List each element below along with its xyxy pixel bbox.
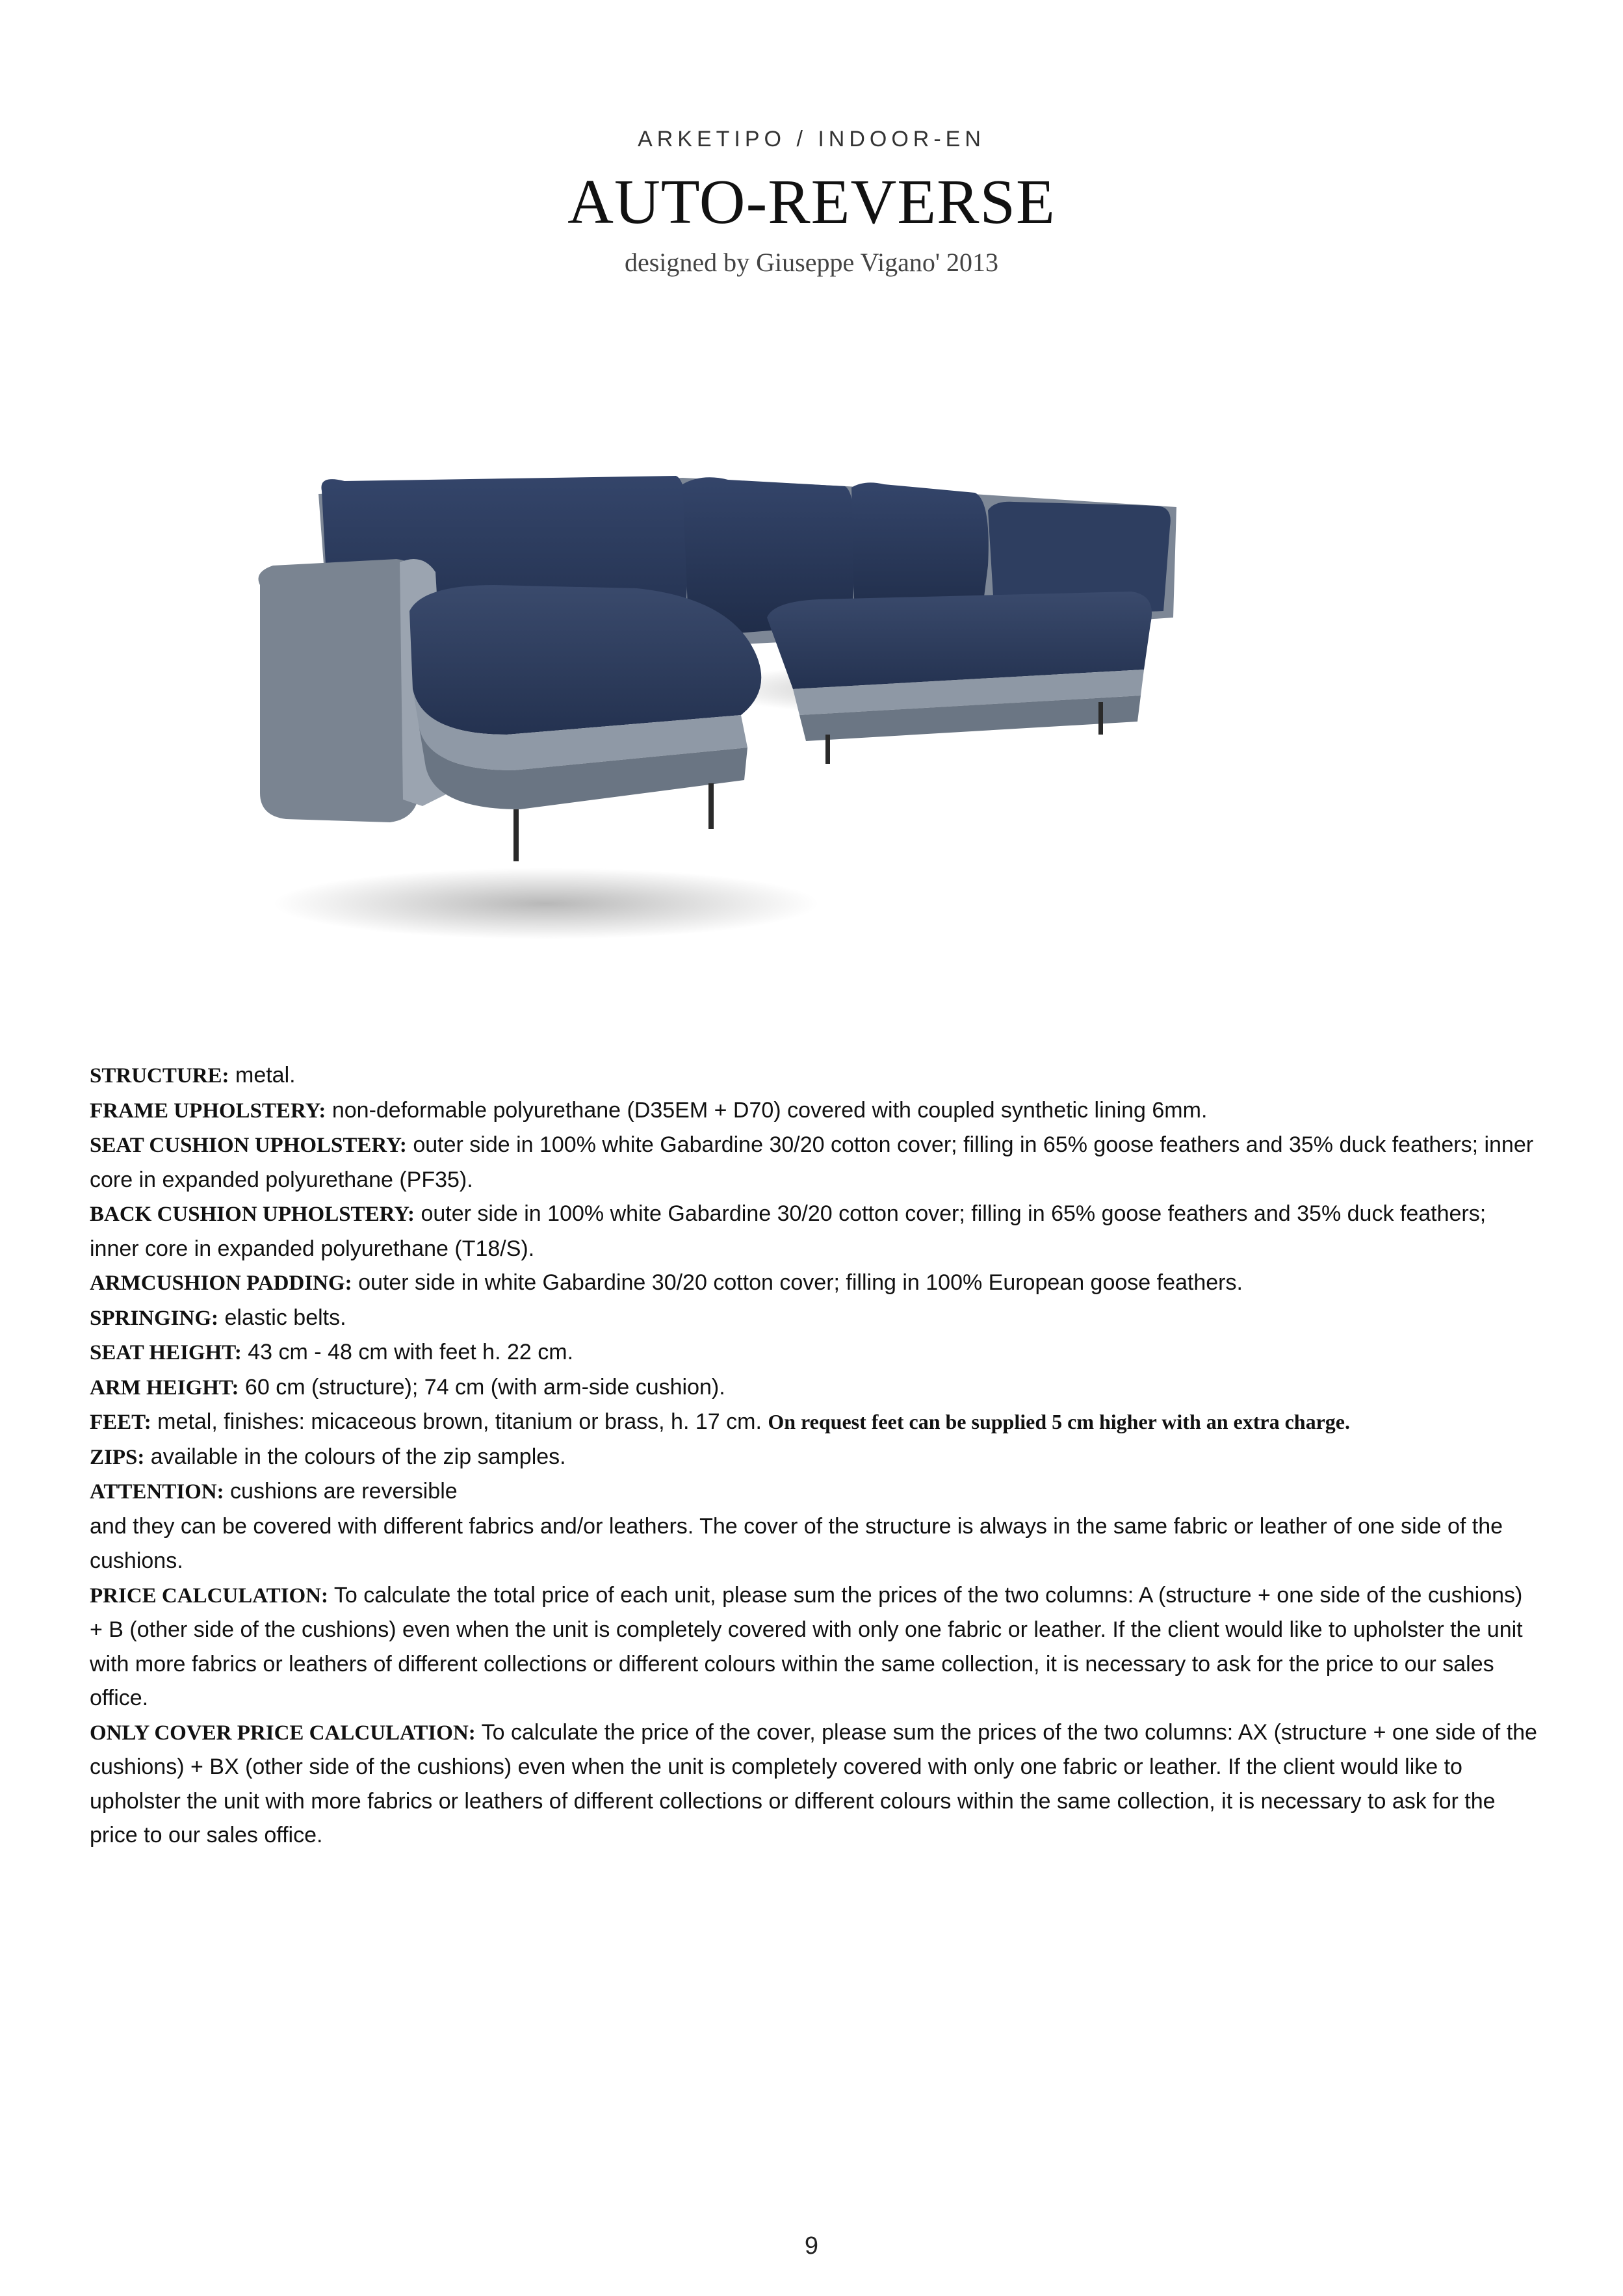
- spec-arm-height: [90, 1370, 1539, 1405]
- spec-value: metal.: [229, 1063, 296, 1088]
- spec-value: and they can be covered with different fabrics and/or leathers. The cover of the structure is always in the same fabric or leather of one side of the cushions.: [90, 1513, 1503, 1573]
- spec-feet-note: On request feet can be supplied 5 cm higher with an extra charge.: [768, 1410, 1350, 1433]
- spec-feet: [90, 1405, 1539, 1440]
- spec-key: SEAT HEIGHT:: [90, 1341, 242, 1364]
- spec-zips: [90, 1440, 1539, 1475]
- spec-key: ZIPS:: [90, 1445, 145, 1469]
- spec-only-cover-price-calculation: [90, 1715, 1539, 1853]
- spec-value: non-deformable polyurethane (D35EM + D70) covered with coupled synthetic lining 6mm.: [326, 1097, 1208, 1123]
- spec-seat-cushion-upholstery: [90, 1128, 1539, 1197]
- spec-value: 43 cm - 48 cm with feet h. 22 cm.: [241, 1340, 574, 1364]
- spec-value: cushions are reversible: [224, 1479, 458, 1504]
- spec-value: To calculate the price of the cover, please sum the prices of the two columns: AX (structure + one side of the cushions) + BX (other side of the cushions) even when the unit is completely covered with only one fabric or leather. If the client would like to upholster the unit with more fabrics or leathers of different collections or different colours within the same collection, it is necessary to ask for the price to our sales office.: [90, 1719, 1537, 1847]
- spec-key: ATTENTION:: [90, 1480, 224, 1504]
- spec-attention-continued: [90, 1509, 1539, 1578]
- spec-back-cushion-upholstery: [90, 1197, 1539, 1266]
- spec-value: metal, finishes: micaceous brown, titanium or brass, h. 17 cm.: [151, 1409, 768, 1434]
- spec-price-calculation: [90, 1578, 1539, 1715]
- specifications-block: [90, 1058, 1539, 1853]
- spec-key: ONLY COVER PRICE CALCULATION:: [90, 1721, 476, 1745]
- spec-seat-height: [90, 1335, 1539, 1370]
- spec-value: 60 cm (structure); 74 cm (with arm-side cushion).: [239, 1374, 725, 1400]
- spec-key: STRUCTURE:: [90, 1064, 229, 1088]
- spec-springing: [90, 1301, 1539, 1336]
- page-number: 9: [804, 2232, 819, 2260]
- spec-key: SEAT CUSHION UPHOLSTERY:: [90, 1134, 407, 1157]
- spec-value: available in the colours of the zip samples.: [144, 1444, 566, 1469]
- product-title: AUTO-REVERSE: [567, 167, 1056, 237]
- spec-key: PRICE CALCULATION:: [90, 1584, 328, 1608]
- spec-key: ARM HEIGHT:: [90, 1376, 239, 1400]
- spec-value: To calculate the total price of each unit, please sum the prices of the two columns: A (structure + one side of the cushions) + B (other side of the cushions) even when the unit is completely covered with only one fabric or leather. If the client would like to upholster the unit with more fabrics or leathers of different collections or different colours within the same collection, it is necessary to ask for the price to our sales office.: [90, 1582, 1523, 1710]
- spec-value: elastic belts.: [218, 1305, 346, 1330]
- spec-structure: [90, 1058, 1539, 1093]
- spec-frame-upholstery: [90, 1093, 1539, 1128]
- spec-key: BACK CUSHION UPHOLSTERY:: [90, 1203, 415, 1226]
- spec-key: FEET:: [90, 1411, 151, 1434]
- spec-key: FRAME UPHOLSTERY:: [90, 1099, 326, 1123]
- spec-key: ARMCUSHION PADDING:: [90, 1272, 352, 1295]
- designer-credit: designed by Giuseppe Vigano' 2013: [624, 248, 999, 277]
- spec-attention: [90, 1474, 1539, 1509]
- sofa-product-image: [234, 455, 1196, 949]
- spec-value: outer side in white Gabardine 30/20 cotton cover; filling in 100% European goose feathers.: [352, 1270, 1243, 1295]
- spec-value: outer side in 100% white Gabardine 30/20 cotton cover; filling in 65% goose feathers and 35% duck feathers; inner core in expanded polyurethane (T18/S).: [90, 1201, 1487, 1261]
- spec-key: SPRINGING:: [90, 1306, 219, 1330]
- brand-path: ARKETIPO / INDOOR-EN: [638, 127, 985, 151]
- spec-value: outer side in 100% white Gabardine 30/20 cotton cover; filling in 65% goose feathers and 35% duck feathers; inner core in expanded polyurethane (PF35).: [90, 1132, 1534, 1192]
- spec-armcushion-padding: [90, 1266, 1539, 1301]
